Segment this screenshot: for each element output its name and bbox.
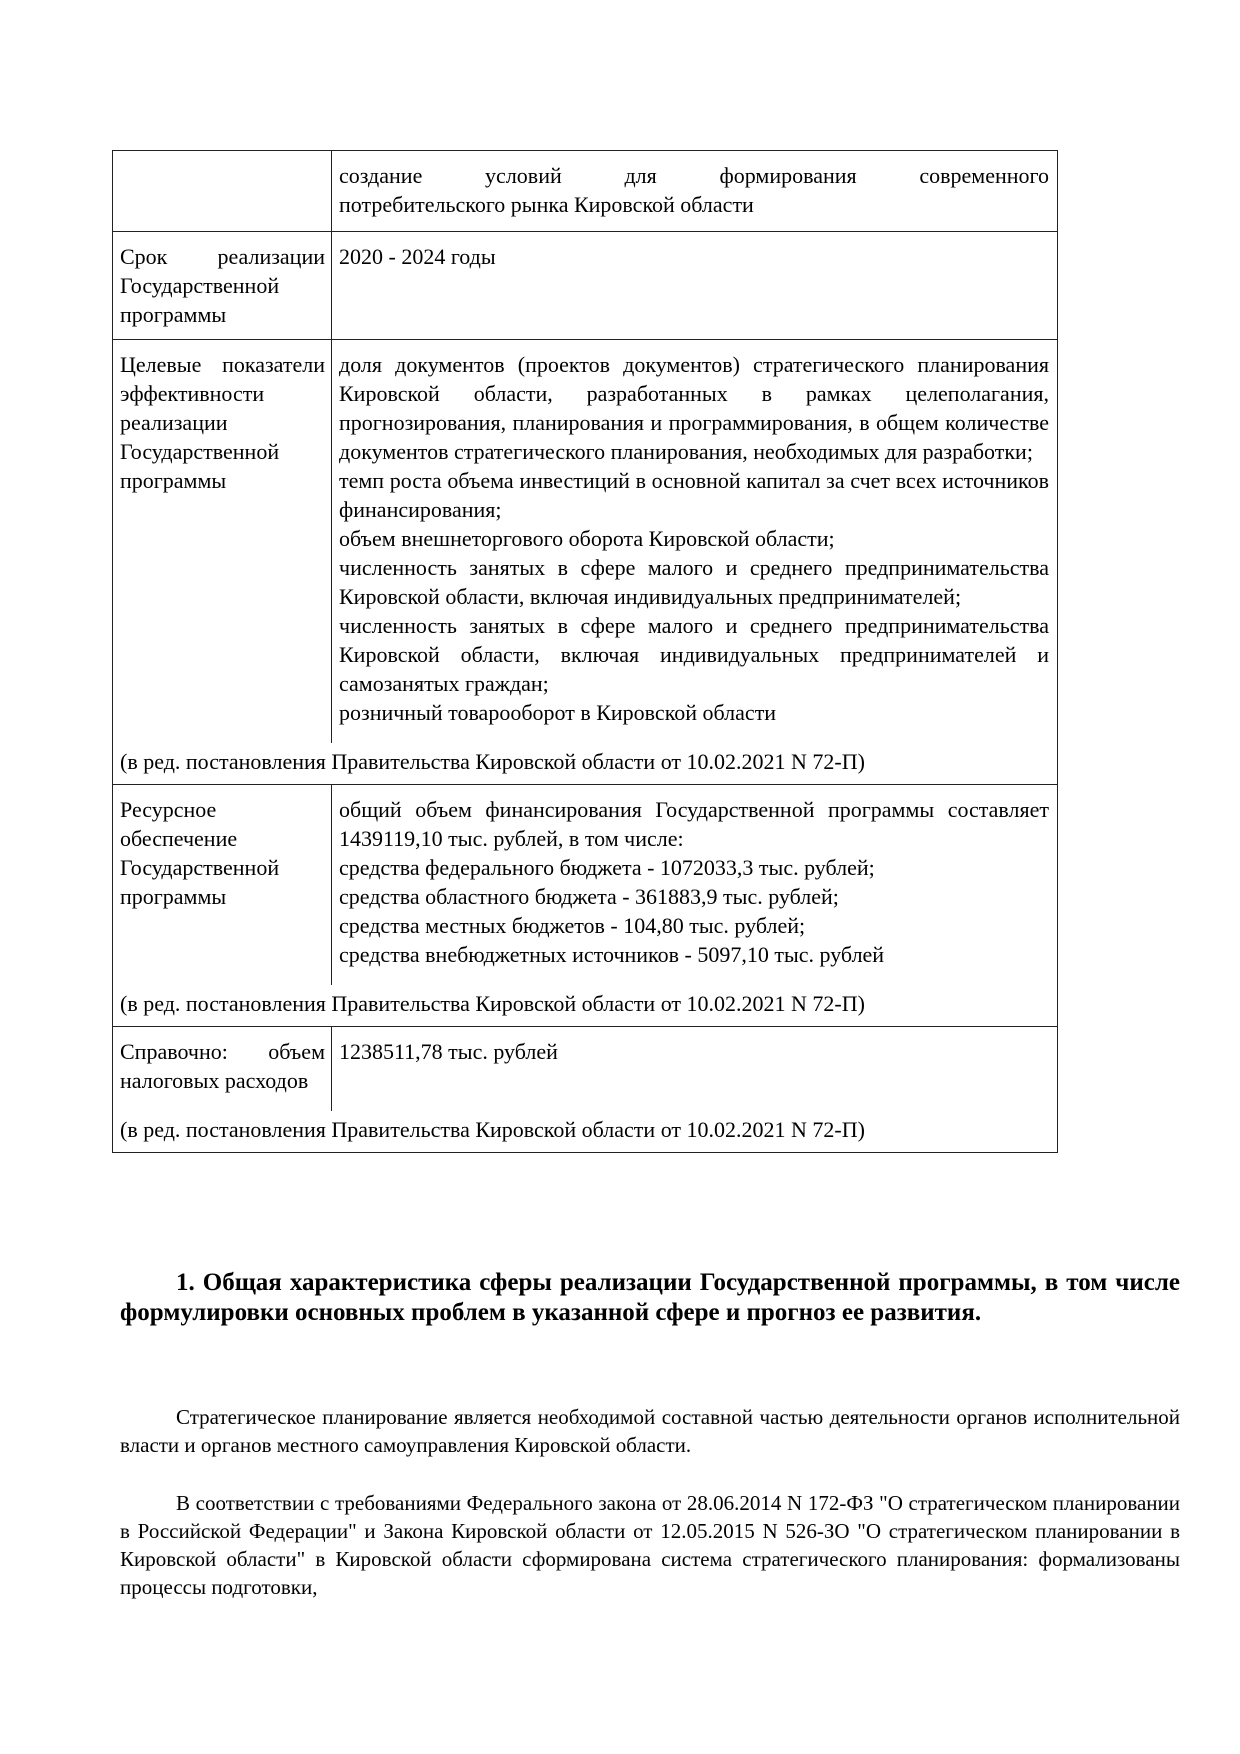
amendment-note: (в ред. постановления Правительства Кировской области от 10.02.2021 N 72-П) bbox=[113, 985, 1058, 1027]
table-row bbox=[113, 785, 1058, 986]
value-line: доля документов (проектов документов) стратегического планирования Кировской области, разработанных в рамках целеполагания, прогнозирования, планирования и программирования, в общем количестве документов стратегического планирования, необходимых для разработки; bbox=[339, 352, 1049, 464]
table-note-row bbox=[113, 985, 1058, 1027]
value-line: общий объем финансирования Государственной программы составляет 1439119,10 тыс. рублей, в том числе: bbox=[339, 797, 1049, 851]
table-note-row bbox=[113, 1111, 1058, 1153]
amendment-note: (в ред. постановления Правительства Кировской области от 10.02.2021 N 72-П) bbox=[113, 1111, 1058, 1153]
row-label: Справочно: объем налоговых расходов bbox=[113, 1027, 332, 1112]
table-row bbox=[113, 1027, 1058, 1112]
value-line: розничный товарооборот в Кировской области bbox=[339, 700, 777, 725]
value-line: средства федерального бюджета - 1072033,3 тыс. рублей; bbox=[339, 855, 875, 880]
value-line: потребительского рынка Кировской области bbox=[339, 192, 754, 217]
row-value bbox=[332, 232, 1058, 340]
section-heading: 1. Общая характеристика сферы реализации Государственной программы, в том числе формулировки основных проблем в указанной сфере и прогноз ее развития. bbox=[120, 1269, 1180, 1326]
amendment-note: (в ред. постановления Правительства Кировской области от 10.02.2021 N 72-П) bbox=[113, 743, 1058, 785]
row-value bbox=[332, 151, 1058, 232]
body-paragraph: Стратегическое планирование является необходимой составной частью деятельности органов исполнительной власти и органов местного самоуправления Кировской области. bbox=[120, 1405, 1180, 1457]
value-line: средства внебюджетных источников - 5097,10 тыс. рублей bbox=[339, 942, 885, 967]
table-row bbox=[113, 340, 1058, 744]
table-row bbox=[113, 151, 1058, 232]
table-note-row bbox=[113, 743, 1058, 785]
row-label: Целевые показатели эффективности реализации Государственной программы bbox=[113, 340, 332, 744]
value-line: численность занятых в сфере малого и среднего предпринимательства Кировской области, включая индивидуальных предпринимателей и самозанятых граждан; bbox=[339, 613, 1049, 696]
row-label: Срок реализации Государственной программы bbox=[113, 232, 332, 340]
value-line: создание условий для формирования современного bbox=[339, 163, 1049, 188]
row-value bbox=[332, 785, 1058, 986]
value-line: объем внешнеторгового оборота Кировской области; bbox=[339, 526, 835, 551]
value-line: средства областного бюджета - 361883,9 тыс. рублей; bbox=[339, 884, 839, 909]
value-line: средства местных бюджетов - 104,80 тыс. рублей; bbox=[339, 913, 806, 938]
row-label: Ресурсное обеспечение Государственной программы bbox=[113, 785, 332, 986]
value-line: 2020 - 2024 годы bbox=[339, 244, 496, 269]
row-value bbox=[332, 1027, 1058, 1112]
body-paragraph: В соответствии с требованиями Федерального закона от 28.06.2014 N 172-ФЗ "О стратегическом планировании в Российской Федерации" и Закона Кировской области от 12.05.2015 N 526-ЗО "О стратегическом планировании в Кировской области" в Кировской области сформирована система стратегического планирования: формализованы процессы подготовки, bbox=[120, 1491, 1180, 1599]
value-line: 1238511,78 тыс. рублей bbox=[339, 1039, 558, 1064]
value-line: темп роста объема инвестиций в основной капитал за счет всех источников финансирования; bbox=[339, 468, 1049, 522]
program-passport-table bbox=[112, 150, 1058, 1153]
table-row bbox=[113, 232, 1058, 340]
row-value bbox=[332, 340, 1058, 744]
value-line: численность занятых в сфере малого и среднего предпринимательства Кировской области, включая индивидуальных предпринимателей; bbox=[339, 555, 1049, 609]
row-label bbox=[113, 151, 332, 232]
